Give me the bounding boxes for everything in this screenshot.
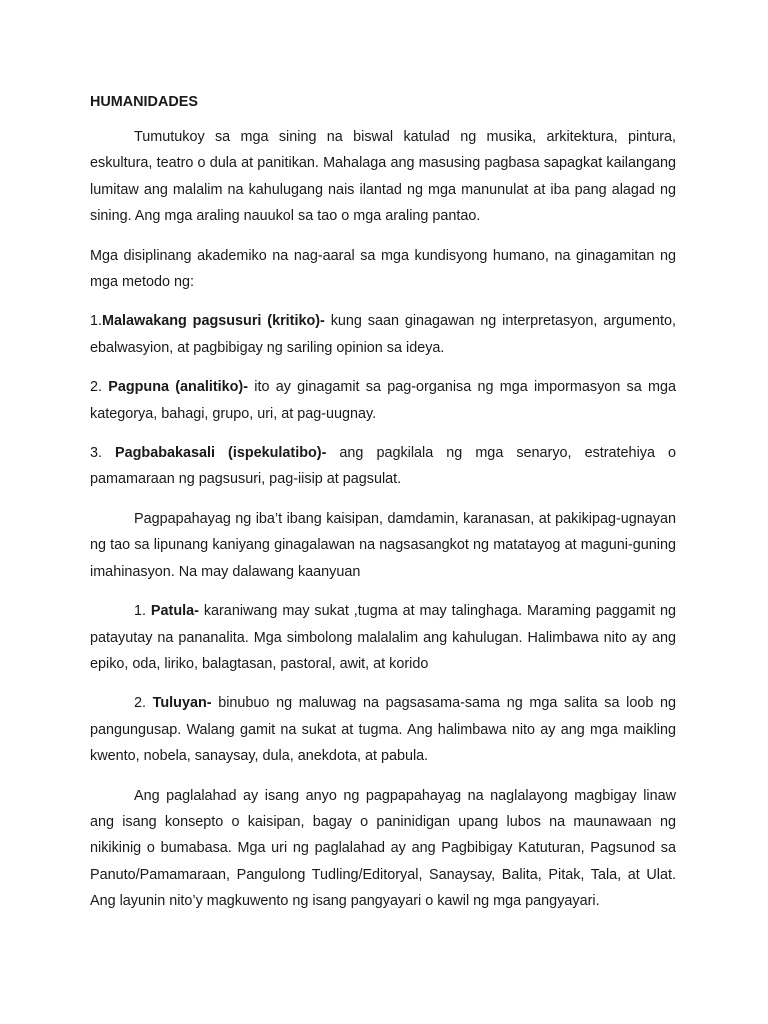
list-item-text: ito ay ginagamit sa pag-organisa ng mga impormasyon sa mga kategorya, bahagi, grupo, uri, at pag-uugnay. <box>90 379 676 422</box>
list-item-text: binubuo ng maluwag na pagsasama-sama ng mga salita sa loob ng pangungusap. Walang gamit na sukat at tugma. Ang halimbawa nito ay ang mga maikling kwento, nobela, sanaysay, dula, anekdota, at pabula. <box>90 695 677 765</box>
list-item-number: 2. <box>134 695 153 712</box>
list-item-number: 2. <box>90 379 109 396</box>
list-item-number: 1. <box>90 313 103 330</box>
list-item-tuluyan <box>90 690 676 769</box>
list-item-term: Pagpuna (analitiko)- <box>108 379 249 396</box>
list-item-term: Patula- <box>150 603 199 620</box>
list-item-kritiko <box>90 308 676 361</box>
list-item-term: Malawakang pagsusuri (kritiko)- <box>102 313 325 330</box>
paragraph-intro: Tumutukoy sa mga sining na biswal katulad ng musika, arkitektura, pintura, eskultura, teatro o dula at panitikan. Mahalaga ang masusing pagbasa sapagkat kailangang lumitaw ang malalim na kahulugang nais ilantad ng mga manunulat at iba pang alagad ng sining. Ang mga araling nauukol sa tao o mga araling pantao. <box>90 129 676 225</box>
list-item-term: Pagbabakasali (ispekulatibo)- <box>115 445 327 462</box>
list-item-text: ang pagkilala ng mga senaryo, estratehiya o pamamaraan ng pagsusuri, pag-iisip at pagsulat. <box>90 445 676 488</box>
document-page <box>90 92 676 915</box>
list-item-text: karaniwang may sukat ,tugma at may talinghaga. Maraming paggamit ng patayutay na pananalita. Mga simbolong malalalim ang kahulugan. Halimbawa nito ay ang epiko, oda, liriko, balagtasan, pastoral, awit, at korido <box>90 603 676 672</box>
list-item-ispekulatibo <box>90 440 676 493</box>
list-item-number: 3. <box>90 445 116 462</box>
document-title: HUMANIDADES <box>90 94 198 110</box>
list-item-term: Tuluyan- <box>152 695 212 712</box>
list-item-text: kung saan ginagawan ng interpretasyon, argumento, ebalwasyion, at pagbibigay ng sariling opinion sa ideya. <box>90 313 676 356</box>
list-item-analitiko <box>90 374 676 427</box>
list-item-patula <box>90 598 676 677</box>
paragraph-paglalahad: Ang paglalahad ay isang anyo ng pagpapahayag na naglalayong magbigay linaw ang isang konsepto o kaisipan, bagay o paninidigan upang lubos na maunawaan ng nikikinig o bumabasa. Mga uri ng paglalahad ay ang Pagbibigay Katuturan, Pagsunod sa Panuto/Pamamaraan, Pangulong Tudling/Editoryal, Sanaysay, Balita, Pitak, Tala, at Ulat. Ang layunin nito’y magkuwento ng isang pangyayari o kawil ng mga pangyayari. <box>90 787 676 910</box>
paragraph-panitikan: Pagpapahayag ng iba’t ibang kaisipan, damdamin, karanasan, at pakikipag-ugnayan ng tao sa lipunang kaniyang ginagalawan na nagsasangkot ng matatayog at maguni-guning imahinasyon. Na may dalawang kaanyuan <box>90 510 676 580</box>
list-item-number: 1. <box>134 603 151 620</box>
paragraph-disciplines: Mga disiplinang akademiko na nag-aaral sa mga kundisyong humano, na ginagamitan ng mga metodo ng: <box>90 247 676 291</box>
